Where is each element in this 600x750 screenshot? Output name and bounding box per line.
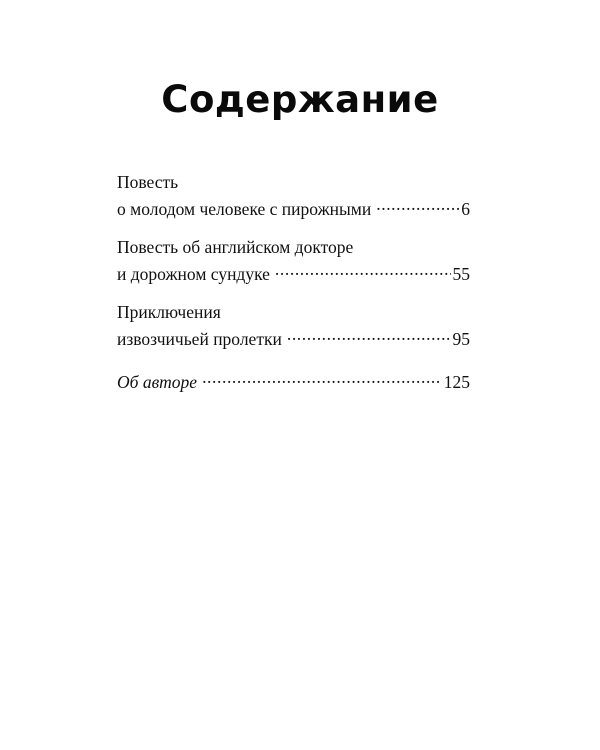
toc-entry[interactable] — [117, 236, 470, 285]
toc-entry[interactable] — [117, 171, 470, 220]
toc-entry-title-line1: Повесть об английском докторе — [117, 237, 354, 257]
toc-entry-title-line1: Повесть — [117, 172, 179, 192]
dot-leader — [275, 258, 451, 280]
toc-entry-page-number: 6 — [461, 199, 470, 219]
toc-entry-title-line2: о молодом человеке с пирожными — [117, 199, 372, 219]
toc-entry-page-number: 55 — [452, 264, 470, 284]
toc-entry-title-line2-row — [117, 323, 470, 350]
toc-entry[interactable] — [117, 301, 470, 350]
toc-entry-title-row — [117, 366, 470, 393]
toc-entry-page-number: 125 — [443, 372, 470, 392]
table-of-contents — [117, 171, 470, 393]
toc-entry-title-line1: Приключения — [117, 302, 221, 322]
page-title: Содержание — [161, 78, 439, 121]
dot-leader — [287, 323, 451, 345]
toc-entry-title-line2-row — [117, 258, 470, 285]
toc-entry-title-line2-row — [117, 193, 470, 220]
dot-leader — [202, 366, 442, 388]
toc-entry-title-line2: и дорожном сундуке — [117, 264, 270, 284]
dot-leader — [376, 193, 459, 215]
toc-entry-title-line2: извозчичьей пролетки — [117, 329, 282, 349]
toc-entry-page-number: 95 — [452, 329, 470, 349]
toc-entry-about-author[interactable] — [117, 366, 470, 393]
toc-entry-title: Об авторе — [117, 372, 198, 392]
